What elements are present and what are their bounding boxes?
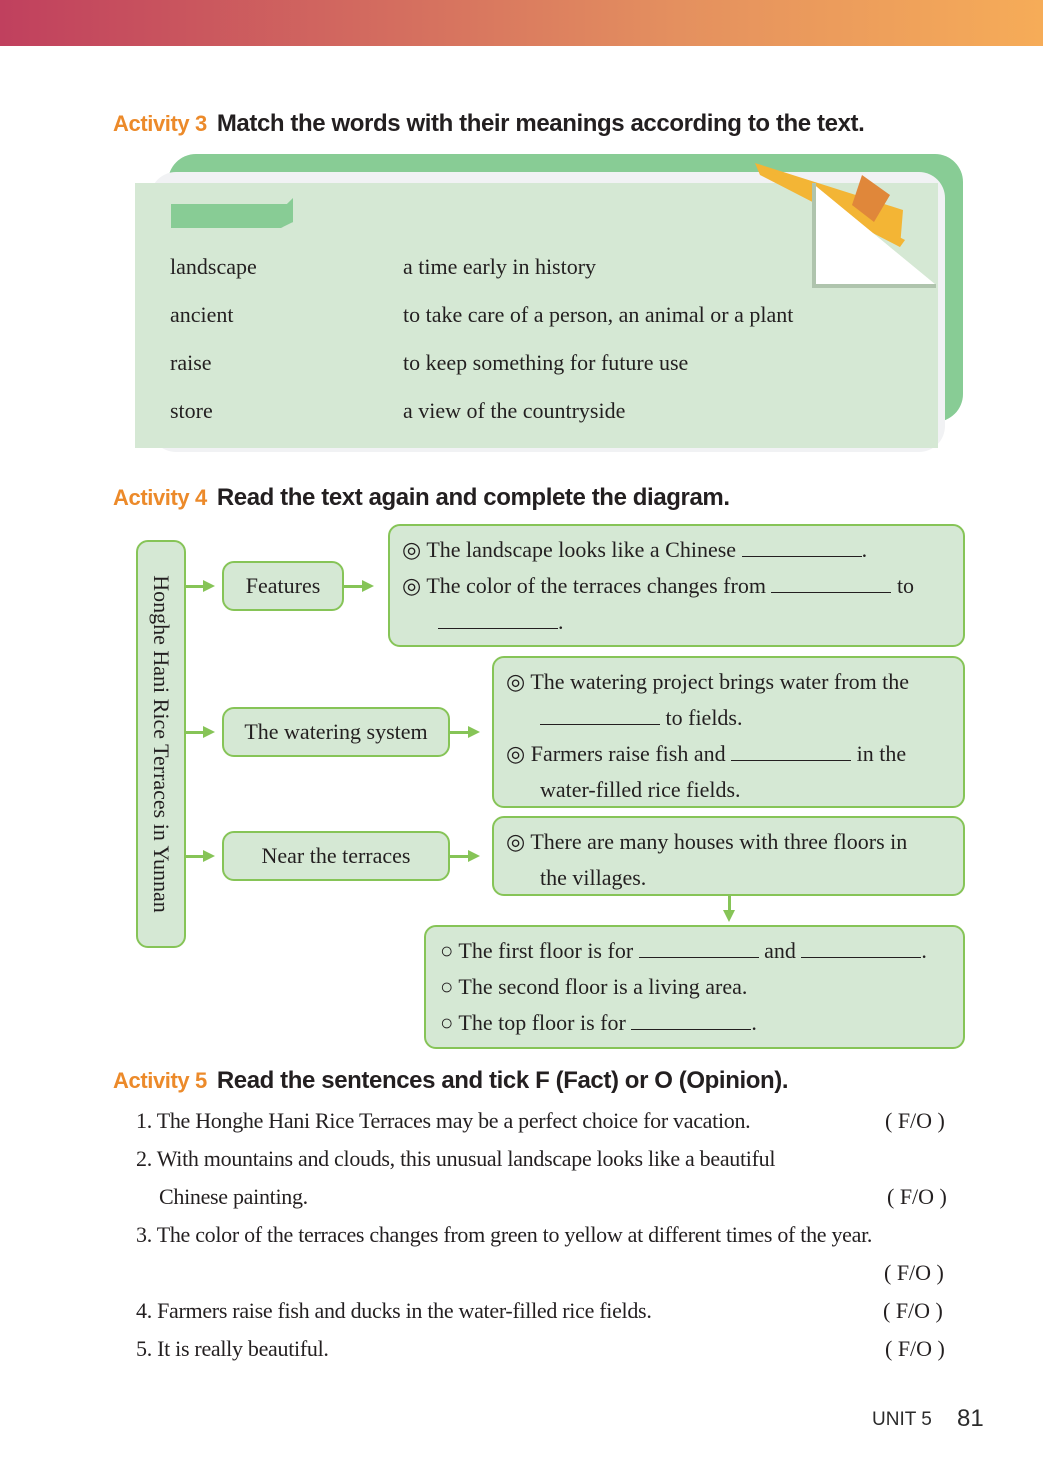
arrow-right-icon (468, 850, 480, 862)
arrow-right-icon (203, 850, 215, 862)
line-text: Farmers raise fish and (530, 741, 726, 766)
question-item: 2. With mountains and clouds, this unusual landscape looks like a beautiful (136, 1146, 776, 1171)
circle-bullet-icon: ○ (440, 1010, 454, 1035)
question-item: 1. The Honghe Hani Rice Terraces may be a perfect choice for vacation. (136, 1108, 751, 1133)
blank-input[interactable] (742, 539, 862, 557)
page-number: 81 (957, 1405, 984, 1432)
arrow-right-icon (203, 580, 215, 592)
blank-input[interactable] (540, 707, 660, 725)
line-text: The color of the terraces changes from (426, 573, 766, 598)
diagram-root-label: Honghe Hani Rice Terraces in Yunnan (149, 575, 174, 913)
category-label: Near the terraces (261, 843, 411, 868)
match-meaning[interactable]: to take care of a person, an animal or a plant (403, 302, 794, 327)
activity3-label: Activity 3 (113, 111, 207, 136)
match-word[interactable]: landscape (170, 254, 257, 279)
arrow-down-icon (723, 910, 735, 922)
line-text: The watering project brings water from the (530, 669, 910, 694)
line-text: The first floor is for (458, 938, 634, 963)
line-text: The landscape looks like a Chinese (426, 537, 737, 562)
line-text: There are many houses with three floors in (530, 829, 908, 854)
activity4-heading (113, 484, 730, 512)
floors-detail-box (424, 925, 965, 1049)
line-text: . (558, 609, 564, 634)
line-text: The second floor is a living area. (458, 974, 748, 999)
question-item: 4. Farmers raise fish and ducks in the water-filled rice fields. (136, 1298, 652, 1323)
line-text: to fields. (665, 705, 743, 730)
line-text: to (896, 573, 915, 598)
question-item: 3. The color of the terraces changes from green to yellow at different times of the year. (136, 1222, 873, 1247)
match-meaning[interactable]: a time early in history (403, 254, 597, 279)
match-meaning[interactable]: a view of the countryside (403, 398, 626, 423)
match-word[interactable]: store (170, 398, 213, 423)
line-text: water-filled rice fields. (540, 777, 741, 802)
question-item-continuation: Chinese painting. (159, 1184, 308, 1209)
line-text: . (921, 938, 927, 963)
floors-line-3 (440, 1005, 963, 1041)
fact-opinion-choice[interactable]: ( F/O ) (884, 1260, 944, 1285)
activity3-heading (113, 110, 864, 138)
blank-input[interactable] (771, 575, 891, 593)
unit-label: UNIT 5 (872, 1409, 932, 1430)
page-curl-icon (740, 150, 970, 300)
activity5-label: Activity 5 (113, 1068, 207, 1093)
line-text: the villages. (540, 865, 647, 890)
double-circle-bullet-icon: ◎ (506, 829, 526, 854)
watering-line-4 (506, 772, 963, 808)
category-watering-system (222, 707, 450, 757)
near-terraces-detail-box (492, 816, 965, 896)
connector-line (186, 855, 204, 858)
category-label: The watering system (244, 719, 428, 744)
activity4-instruction: Read the text again and complete the diagram. (216, 484, 730, 511)
match-meaning[interactable]: to keep something for future use (403, 350, 689, 375)
activity4-label: Activity 4 (113, 485, 207, 510)
connector-line (450, 855, 470, 858)
double-circle-bullet-icon: ◎ (402, 537, 422, 562)
fact-opinion-choice[interactable]: ( F/O ) (887, 1184, 947, 1209)
blank-input[interactable] (631, 1012, 751, 1030)
double-circle-bullet-icon: ◎ (402, 573, 422, 598)
connector-line (450, 731, 470, 734)
fact-opinion-choice[interactable]: ( F/O ) (885, 1336, 945, 1361)
activity3-instruction: Match the words with their meanings according to the text. (216, 110, 865, 137)
fact-opinion-choice[interactable]: ( F/O ) (883, 1298, 943, 1323)
connector-line (344, 585, 364, 588)
activity5-heading (113, 1067, 788, 1095)
arrow-right-icon (468, 726, 480, 738)
watering-line-2 (506, 700, 963, 736)
double-circle-bullet-icon: ◎ (506, 669, 526, 694)
blank-input[interactable] (438, 611, 558, 629)
match-word[interactable]: raise (170, 350, 212, 375)
circle-bullet-icon: ○ (440, 938, 454, 963)
blank-input[interactable] (731, 743, 851, 761)
line-text: . (751, 1010, 757, 1035)
diagram-root-box (136, 540, 186, 948)
activity5-instruction: Read the sentences and tick F (Fact) or O (Opinion). (216, 1067, 789, 1094)
features-line-2 (402, 568, 963, 604)
floors-line-1 (440, 933, 963, 969)
double-circle-bullet-icon: ◎ (506, 741, 526, 766)
features-detail-box (388, 524, 965, 647)
arrow-right-icon (203, 726, 215, 738)
circle-bullet-icon: ○ (440, 974, 454, 999)
match-word[interactable]: ancient (170, 302, 234, 327)
connector-line (186, 731, 204, 734)
blank-input[interactable] (639, 940, 759, 958)
category-near-terraces (222, 831, 450, 881)
watering-line-1 (506, 664, 963, 700)
near-line-2 (506, 860, 963, 896)
near-line-1 (506, 824, 963, 860)
fact-opinion-choice[interactable]: ( F/O ) (885, 1108, 945, 1133)
connector-line (186, 585, 204, 588)
category-label: Features (245, 573, 321, 598)
line-text: . (861, 537, 868, 562)
features-line-1 (402, 532, 963, 568)
watering-detail-box (492, 656, 965, 808)
floors-line-2 (440, 969, 963, 1005)
header-band (0, 0, 1043, 46)
line-text: The top floor is for (458, 1010, 626, 1035)
features-line-3 (402, 604, 963, 640)
category-features (222, 561, 344, 611)
blank-input[interactable] (801, 940, 921, 958)
line-text: and (764, 938, 796, 963)
arrow-right-icon (362, 580, 374, 592)
question-item: 5. It is really beautiful. (136, 1336, 329, 1361)
watering-line-3 (506, 736, 963, 772)
line-text: in the (856, 741, 907, 766)
